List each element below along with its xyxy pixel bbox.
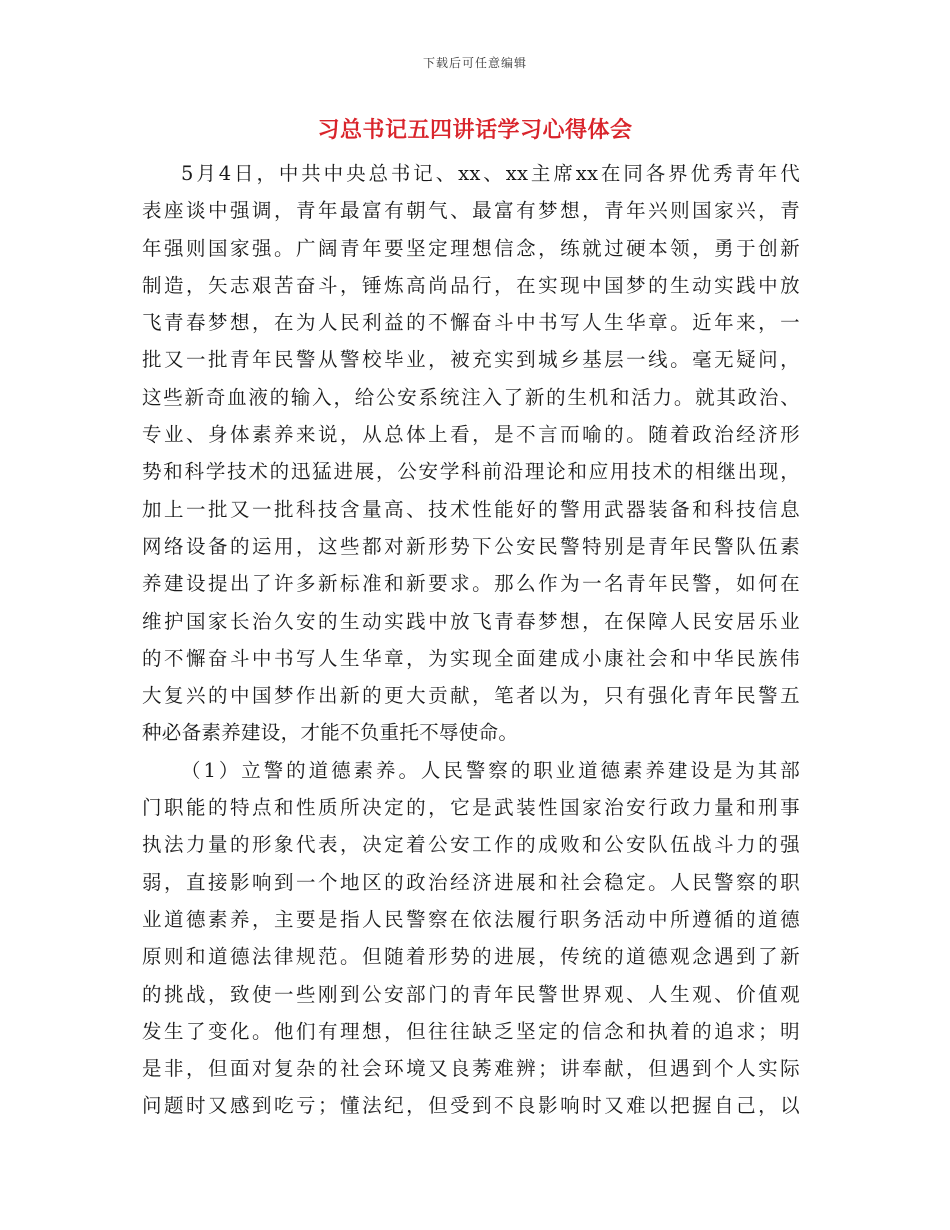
text-line: 发生了变化。他们有理想，但往往缺乏坚定的信念和执着的追求；明 (142, 1019, 800, 1043)
text-line: 的挑战，致使一些刚到公安部门的青年民警世界观、人生观、价值观 (142, 982, 800, 1006)
text-line: 业道德素养，主要是指人民警察在依法履行职务活动中所遵循的道德 (142, 907, 800, 931)
text-line: 表座谈中强调，青年最富有朝气、最富有梦想，青年兴则国家兴，青 (142, 199, 800, 223)
text-line: 执法力量的形象代表，决定着公安工作的成败和公安队伍战斗力的强 (142, 833, 800, 857)
text-line: 门职能的特点和性质所决定的，它是武装性国家治安行政力量和刑事 (142, 796, 800, 820)
text-line: 加上一批又一批科技含量高、技术性能好的警用武器装备和科技信息 (142, 497, 800, 521)
text-line: 维护国家长治久安的生动实践中放飞青春梦想，在保障人民安居乐业 (142, 609, 800, 633)
text-line: 原则和道德法律规范。但随着形势的进展，传统的道德观念遇到了新 (142, 945, 800, 969)
text-line: 的不懈奋斗中书写人生华章，为实现全面建成小康社会和中华民族伟 (142, 646, 800, 670)
text-line: 5月4日，中共中央总书记、xx、xx主席xx在同各界优秀青年代 (181, 162, 800, 185)
text-line: 是非，但面对复杂的社会环境又良莠难辨；讲奉献，但遇到个人实际 (142, 1057, 800, 1081)
header-note: 下载后可任意编辑 (422, 56, 527, 70)
text-line: 网络设备的运用，这些都对新形势下公安民警特别是青年民警队伍素 (142, 534, 800, 558)
text-line: 弱，直接影响到一个地区的政治经济进展和社会稳定。人民警察的职 (142, 870, 800, 894)
paragraph-1 (142, 155, 800, 752)
text-line: 年强则国家强。广阔青年要坚定理想信念，练就过硬本领，勇于创新 (142, 236, 800, 260)
text-line: 制造，矢志艰苦奋斗，锤炼高尚品行，在实现中国梦的生动实践中放 (142, 273, 800, 297)
text-line: 问题时又感到吃亏；懂法纪，但受到不良影响时又难以把握自己，以 (142, 1094, 800, 1118)
text-line: （1）立警的道德素养。人民警察的职业道德素养建设是为其部 (181, 758, 800, 782)
text-line: 这些新奇血液的输入，给公安系统注入了新的生机和活力。就其政治、 (142, 385, 800, 409)
text-line: 养建设提出了许多新标准和新要求。那么作为一名青年民警，如何在 (142, 572, 800, 596)
text-line: 种必备素养建设，才能不负重托不辱使命。 (142, 721, 519, 745)
document-title: 习总书记五四讲话学习心得体会 (317, 117, 633, 143)
text-line: 大复兴的中国梦作出新的更大贡献，笔者以为，只有强化青年民警五 (142, 684, 800, 708)
paragraph-2 (142, 752, 800, 1125)
text-line: 飞青春梦想，在为人民利益的不懈奋斗中书写人生华章。近年来，一 (142, 311, 800, 335)
text-line: 专业、身体素养来说，从总体上看，是不言而喻的。随着政治经济形 (142, 423, 800, 447)
text-line: 势和科学技术的迅猛进展，公安学科前沿理论和应用技术的相继出现， (142, 460, 800, 484)
document-body (142, 155, 800, 1125)
text-line: 批又一批青年民警从警校毕业，被充实到城乡基层一线。毫无疑问， (142, 348, 800, 372)
